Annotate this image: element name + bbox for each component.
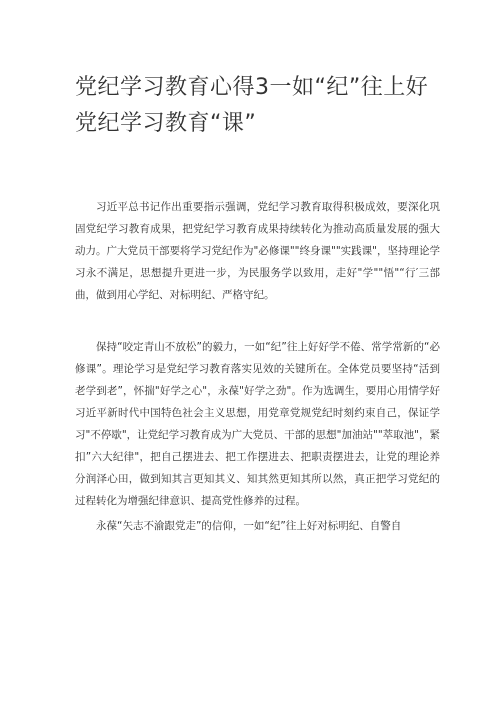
paragraph-faith: 永葆“矢志不渝跟党走”的信仰，一如“纪”往上好对标明纪、自警自 bbox=[96, 520, 402, 532]
paragraph-intro: 习近平总书记作出重要指示强调，党纪学习教育取得积极成效，要深化巩固党纪学习教育成果，把党纪学习教育成果持续转化为推动高质量发展的强大动力。广大党员干部要将学习党纪作为"必修课""终身课""实践课"，坚持理论学习永不满足，思想提升更进一步，为民服务学以致用，走好"学""悟"“行′三部曲，做到用心学纪、对标明纪、严格守纪。 bbox=[75, 201, 440, 301]
paragraph-study: 保持“咬定青山不放松”的毅力，一如“纪”往上好好学不倦、常学常新的“必修课”。理论学习是党纪学习教育落实见效的关键所在。全体党员要坚持“活到老学到老”，怀揣"好学之心"，永葆"好学之劲"。作为选调生，要用心用情学好习近平新时代中国特色社会主义思想，用党章党规党纪时刻约束自己，保证学习"不停歇"，让党纪学习教育成为广大党员、干部的思想"加油站""萃取池"，紧扣”六大纪律"，把自己摆进去、把工作摆进去、把职责摆进去，让党的理论养分润泽心田，做到知其言更知其义、知其然更知其所以然，真正把学习党纪的过程转化为增强纪律意识、提高党性修养的过程。 bbox=[75, 341, 440, 507]
document-title: 党纪学习教育心得3一如“纪”往上好党纪学习教育“课” bbox=[75, 75, 429, 136]
